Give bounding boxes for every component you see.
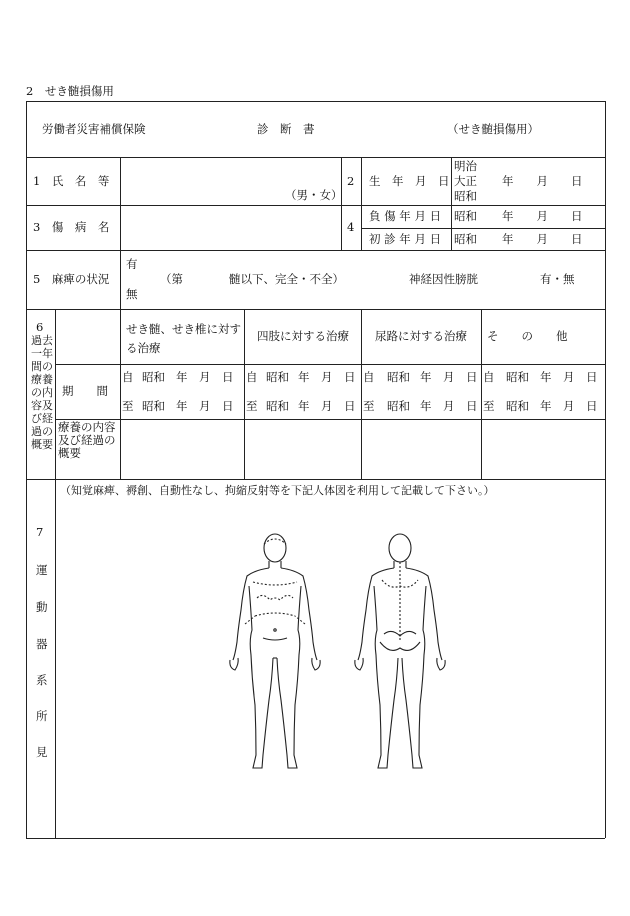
to-era: 昭和	[142, 399, 165, 413]
form-subtitle: （せき髄損傷用）	[447, 122, 539, 136]
bladder-label: 神経因性膀胱	[409, 272, 478, 286]
section-heading: 2 せき髄損傷用	[26, 84, 114, 98]
to-label: 至	[122, 399, 134, 413]
first-exam-era: 昭和	[454, 232, 477, 246]
to-label: 至	[363, 399, 375, 413]
era-showa: 昭和	[454, 189, 477, 203]
from-era: 昭和	[387, 370, 410, 384]
col-other: そ の 他	[487, 329, 568, 343]
to-era: 昭和	[266, 399, 289, 413]
injury-date-label: 負 傷 年 月 日	[369, 209, 442, 223]
paralysis-no[interactable]: 無	[126, 287, 138, 301]
name-label: 1 氏 名 等	[33, 174, 110, 188]
to-ymd[interactable]: 年 月 日	[298, 399, 356, 413]
from-label: 自	[122, 370, 134, 384]
from-ymd[interactable]: 年 月 日	[420, 370, 478, 384]
dob-value[interactable]: 年 月 日	[502, 174, 583, 188]
from-ymd[interactable]: 年 月 日	[176, 370, 234, 384]
first-exam-value[interactable]: 年 月 日	[502, 232, 583, 246]
motor-char-6: 見	[36, 745, 48, 759]
form-title: 診 断 書	[257, 122, 315, 136]
body-back-figure[interactable]	[350, 530, 450, 775]
to-label: 至	[246, 399, 258, 413]
gender-choice[interactable]: （男・女）	[285, 188, 343, 202]
to-era: 昭和	[506, 399, 529, 413]
to-ymd[interactable]: 年 月 日	[176, 399, 234, 413]
motor-instruction: （知覚麻痺、褥創、自動性なし、拘縮反射等を下記人体図を利用して記載して下さい。）	[60, 484, 495, 497]
motor-char-3: 器	[36, 637, 48, 651]
history-number: 6	[36, 320, 44, 334]
era-taisho: 大正	[454, 174, 477, 188]
motor-char-4: 系	[36, 673, 48, 687]
to-label: 至	[483, 399, 495, 413]
col-urinary-treatment: 尿路に対する治療	[375, 329, 467, 343]
body-front-figure[interactable]	[225, 530, 325, 775]
paralysis-label: 5 麻痺の状況	[33, 272, 110, 286]
injury-date-era: 昭和	[454, 209, 477, 223]
from-label: 自	[483, 370, 495, 384]
from-ymd[interactable]: 年 月 日	[298, 370, 356, 384]
from-era: 昭和	[142, 370, 165, 384]
paralysis-detail[interactable]: （第 髄以下、完全・不全）	[160, 272, 344, 286]
injury-date-number: 4	[347, 220, 355, 234]
from-label: 自	[363, 370, 375, 384]
dob-number: 2	[347, 174, 355, 188]
from-era: 昭和	[266, 370, 289, 384]
from-label: 自	[246, 370, 258, 384]
period-label: 期 間	[62, 384, 108, 398]
treatment-content-label: 療養の内容及び経過の概要	[58, 420, 116, 460]
insurance-name: 労働者災害補償保険	[42, 122, 146, 136]
to-ymd[interactable]: 年 月 日	[540, 399, 598, 413]
bladder-value[interactable]: 有・無	[540, 272, 575, 286]
motor-char-5: 所	[36, 709, 48, 723]
col-limb-treatment: 四肢に対する治療	[257, 329, 349, 343]
from-ymd[interactable]: 年 月 日	[540, 370, 598, 384]
col-spinal-treatment: せき髄、せき椎に対する治療	[126, 322, 241, 355]
to-era: 昭和	[387, 399, 410, 413]
era-meiji: 明治	[454, 159, 477, 173]
paralysis-yes[interactable]: 有	[126, 257, 138, 271]
first-exam-label: 初 診 年 月 日	[369, 232, 442, 246]
motor-char-1: 運	[36, 563, 48, 577]
dob-label: 生 年 月 日	[369, 174, 450, 188]
injury-date-value[interactable]: 年 月 日	[502, 209, 583, 223]
motor-number: 7	[36, 525, 44, 539]
motor-char-2: 動	[36, 600, 48, 614]
history-side-label: 過去一年間の療養の内容及び経過の概要	[31, 334, 53, 451]
injury-name-label: 3 傷 病 名	[33, 220, 110, 234]
from-era: 昭和	[506, 370, 529, 384]
to-ymd[interactable]: 年 月 日	[420, 399, 478, 413]
